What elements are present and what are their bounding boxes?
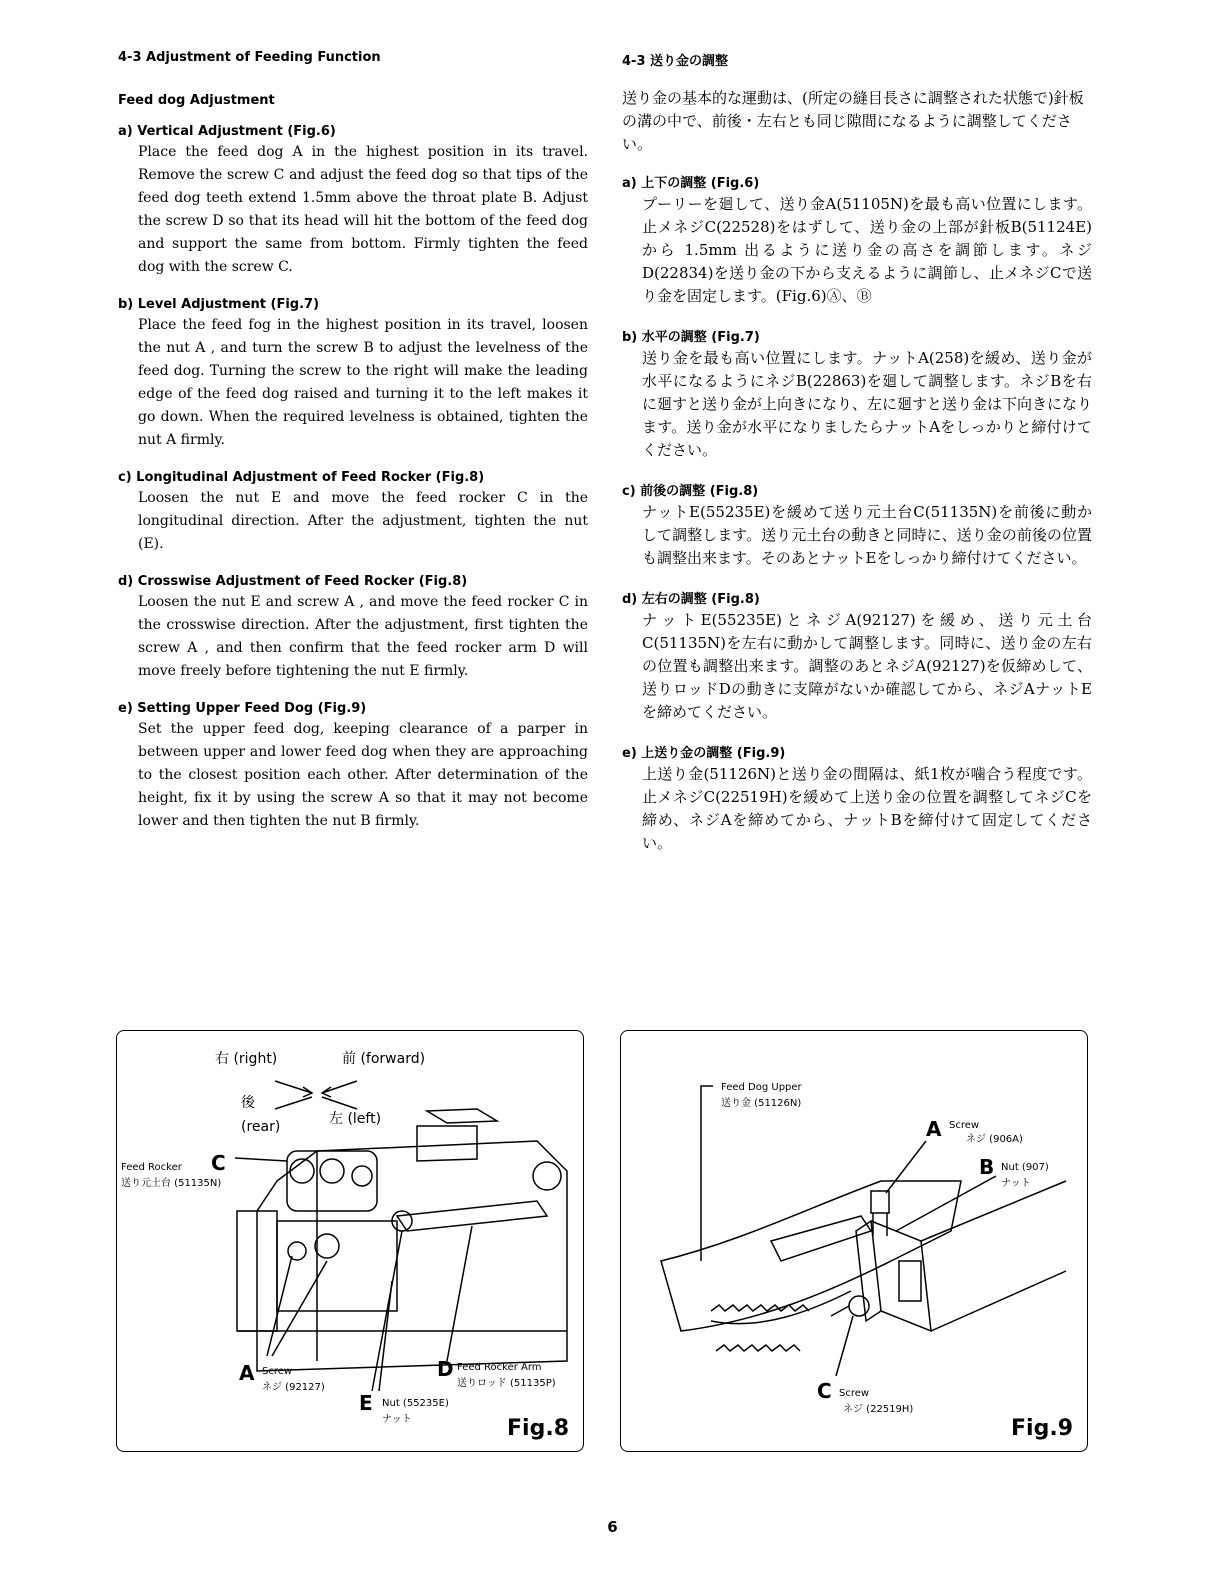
- section-crosswise-jp: [622, 588, 1092, 724]
- section-vertical-jp: [622, 172, 1092, 308]
- section-longitudinal-jp: [622, 480, 1092, 570]
- section-crosswise: [118, 574, 588, 683]
- label-c-en: Feed Rocker: [121, 1162, 182, 1173]
- label-b-en: Nut (907): [1001, 1162, 1049, 1173]
- english-column: [118, 50, 588, 851]
- page-number: 6: [607, 1518, 618, 1536]
- section-title: d) Crosswise Adjustment of Feed Rocker (Fig.8): [118, 574, 468, 589]
- japanese-column: [622, 50, 1092, 873]
- section-body: Place the feed dog A in the highest position in its travel. Remove the screw C and adjust the feed dog so that tips of the feed dog teeth extend 1.5mm above the throat plate B. Adjust the screw D so that its head will hit the bottom of the feed dog and support the same from bottom. Firmly tighten the feed dog with the screw C.: [138, 144, 588, 275]
- section-title: e) Setting Upper Feed Dog (Fig.9): [118, 701, 367, 716]
- section-body: Loosen the nut E and move the feed rocker C in the longitudinal direction. After the adjustment, tighten the nut (E).: [138, 490, 588, 552]
- section-title: a) Vertical Adjustment (Fig.6): [118, 124, 336, 139]
- section-title: b) 水平の調整 (Fig.7): [622, 330, 760, 345]
- label-a-jp: ネジ (906A): [966, 1134, 1023, 1145]
- label-d-jp: 送りロッド (51135P): [457, 1378, 556, 1389]
- section-body: ナットE(55235E)とネジA(92127)を緩め、送り元土台C(51135N)を左右に動かして調整します。同時に、送り金の左右の位置も調整出来ます。調整のあとネジA(92127)を仮締めして、送りロッドDの動きに支障がないか確認してから、ネジAナットEを締めてください。: [642, 611, 1092, 721]
- label-e-jp: ナット: [382, 1414, 412, 1425]
- section-heading-jp: 4-3 送り金の調整: [622, 54, 729, 69]
- section-title: a) 上下の調整 (Fig.6): [622, 176, 760, 191]
- label-c-en: Screw: [839, 1388, 870, 1399]
- subsection-heading: Feed dog Adjustment: [118, 93, 275, 108]
- section-vertical: [118, 124, 588, 279]
- label-c-letter: C: [817, 1379, 832, 1403]
- intro-paragraph: 送り金の基本的な運動は、(所定の縫目長さに調整された状態で)針板の溝の中で、前後・左右とも同じ隙間になるように調整してください。: [622, 89, 1084, 153]
- label-a-letter: A: [926, 1117, 942, 1141]
- section-upper-feed-dog: [118, 701, 588, 833]
- label-e-letter: E: [359, 1391, 373, 1415]
- section-body: ナットE(55235E)を緩めて送り元土台C(51135N)を前後に動かして調整します。送り元土台の動きと同時に、送り金の前後の位置も調整出来ます。そのあとナットEをしっかり締付けてください。: [642, 503, 1092, 567]
- direction-left: 左 (left): [329, 1111, 382, 1127]
- label-a-letter: A: [239, 1361, 255, 1385]
- label-e-en: Nut (55235E): [382, 1398, 449, 1409]
- section-body: 上送り金(51126N)と送り金の間隔は、紙1枚が噛合う程度です。止メネジC(22519H)を緩めて上送り金の位置を調整してネジCを締め、ネジAを締めてから、ナットBを締付けて固定してください。: [642, 765, 1092, 852]
- label-a-en: Screw: [262, 1366, 293, 1377]
- direction-forward: 前 (forward): [342, 1051, 426, 1067]
- label-c-jp: ネジ (22519H): [843, 1404, 914, 1415]
- section-title: c) Longitudinal Adjustment of Feed Rocker (Fig.8): [118, 470, 485, 485]
- figure-caption: Fig.9: [1011, 1416, 1073, 1441]
- direction-right: 右 (right): [215, 1051, 278, 1067]
- label-b-jp: ナット: [1001, 1178, 1031, 1189]
- section-title: e) 上送り金の調整 (Fig.9): [622, 746, 786, 761]
- section-body: Place the feed fog in the highest position in its travel, loosen the nut A , and turn the screw B to adjust the levelness of the feed dog. Turning the screw to the right will make the leading edge of the feed dog raised and turning it to the left makes it go down. When the required levelness is obtained, tighten the nut A firmly.: [138, 317, 588, 448]
- label-d-en: Feed Rocker Arm: [457, 1362, 542, 1373]
- label-b-letter: B: [979, 1155, 995, 1179]
- section-body: Loosen the nut E and screw A , and move the feed rocker C in the crosswise direction. After the adjustment, first tighten the screw A , and then confirm that the feed rocker arm D will move freely before tightening the nut E firmly.: [138, 594, 588, 679]
- section-longitudinal: [118, 470, 588, 556]
- label-upper-en: Feed Dog Upper: [721, 1082, 802, 1093]
- section-level: [118, 297, 588, 452]
- figure-8: [116, 1030, 584, 1452]
- label-a-jp: ネジ (92127): [262, 1382, 325, 1393]
- section-title: b) Level Adjustment (Fig.7): [118, 297, 320, 312]
- section-body: Set the upper feed dog, keeping clearance of a parper in between upper and lower feed dog when they are approaching to the closest position each other. After determination of the height, fix it by using the screw A so that it may not become lower and then tighten the nut B firmly.: [138, 721, 588, 829]
- section-body: 送り金を最も高い位置にします。ナットA(258)を緩め、送り金が水平になるようにネジB(22863)を廻して調整します。ネジBを右に廻すと送り金が上向きになり、左に廻すと送り金は下向きになります。送り金が水平になりましたらナットAをしっかりと締付けてください。: [642, 349, 1093, 459]
- label-a-en: Screw: [949, 1120, 980, 1131]
- section-title: c) 前後の調整 (Fig.8): [622, 484, 759, 499]
- direction-rear-jp: 後: [241, 1095, 255, 1111]
- section-upper-feed-dog-jp: [622, 742, 1092, 855]
- label-c-letter: C: [211, 1151, 226, 1175]
- section-title: d) 左右の調整 (Fig.8): [622, 592, 760, 607]
- figure-9: [620, 1030, 1088, 1452]
- label-upper-jp: 送り金 (51126N): [721, 1098, 802, 1109]
- label-c-jp: 送り元土台 (51135N): [121, 1178, 222, 1189]
- section-body: プーリーを廻して、送り金A(51105N)を最も高い位置にします。止メネジC(22528)をはずして、送り金の上部が針板B(51124E)から 1.5mm 出るように送り金の高さを調節します。ネジD(22834)を送り金の下から支えるように調節し、止メネジCで送り金を固定します。(Fig.6)Ⓐ、Ⓑ: [642, 195, 1092, 305]
- figure-caption: Fig.8: [507, 1416, 569, 1441]
- section-level-jp: [622, 326, 1092, 462]
- section-heading: 4-3 Adjustment of Feeding Function: [118, 50, 381, 65]
- direction-rear-en: (rear): [241, 1119, 281, 1135]
- label-d-letter: D: [437, 1357, 454, 1381]
